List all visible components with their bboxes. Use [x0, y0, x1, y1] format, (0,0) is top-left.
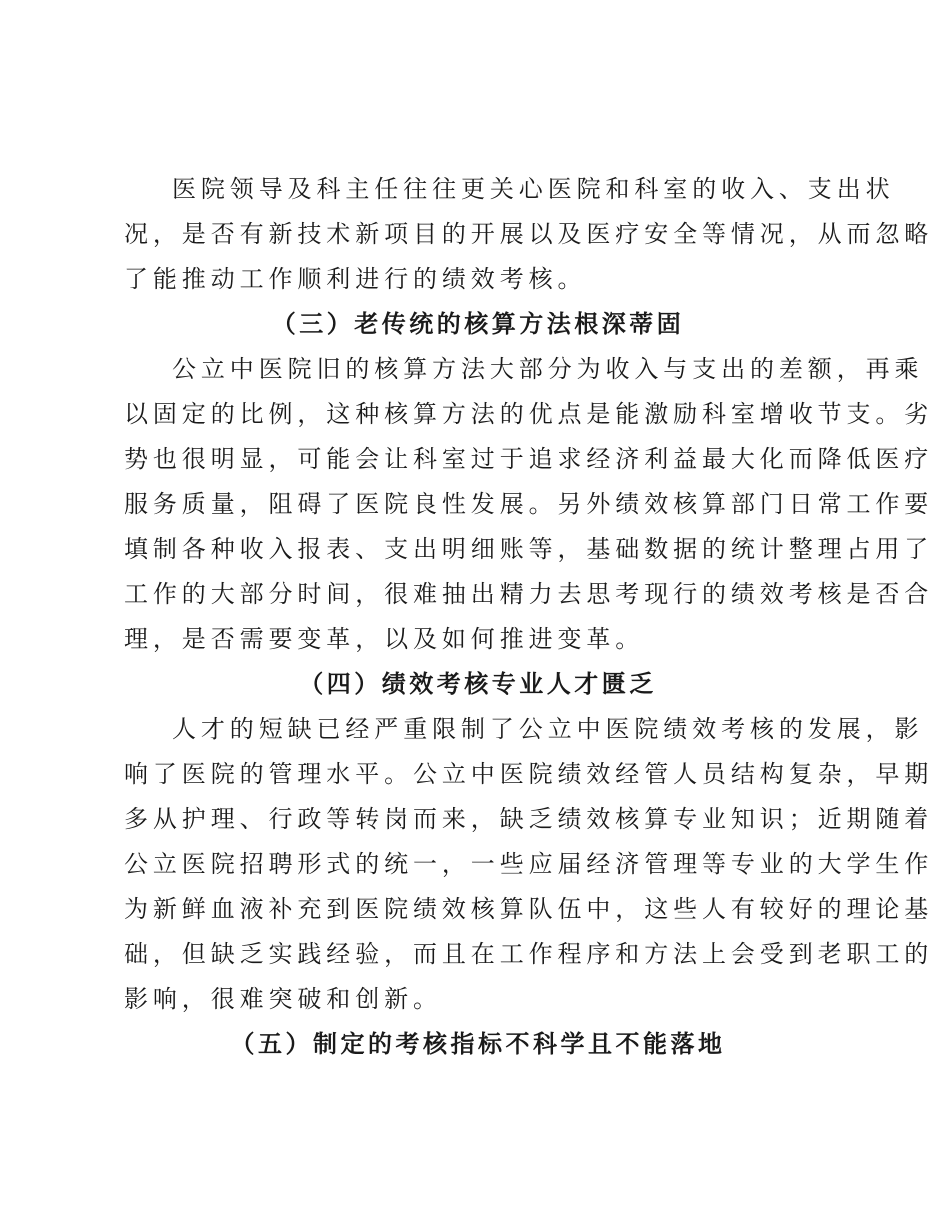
section-heading-3: （三）老传统的核算方法根深蒂固 — [271, 309, 685, 338]
paragraph-line: 势也很明显，可能会让科室过于追求经济利益最大化而降低医疗 — [124, 445, 934, 473]
paragraph-line: 服务质量，阻碍了医院良性发展。另外绩效核算部门日常工作要 — [124, 490, 934, 518]
paragraph-line: 公立中医院旧的核算方法大部分为收入与支出的差额，再乘 — [172, 355, 924, 383]
paragraph-line: 响了医院的管理水平。公立中医院绩效经管人员结构复杂，早期 — [124, 760, 934, 788]
paragraph-line: 础，但缺乏实践经验，而且在工作程序和方法上会受到老职工的 — [124, 940, 934, 968]
paragraph-line: 填制各种收入报表、支出明细账等，基础数据的统计整理占用了 — [124, 535, 934, 563]
paragraph-line: 理，是否需要变革，以及如何推进变革。 — [124, 625, 645, 653]
paragraph-line: 为新鲜血液补充到医院绩效核算队伍中，这些人有较好的理论基 — [124, 895, 934, 923]
paragraph-line: 公立医院招聘形式的统一，一些应届经济管理等专业的大学生作 — [124, 850, 934, 878]
paragraph-line: 了能推动工作顺利进行的绩效考核。 — [124, 265, 587, 293]
paragraph-line: 影响，很难突破和创新。 — [124, 985, 442, 1013]
section-heading-4: （四）绩效考核专业人才匮乏 — [299, 669, 657, 698]
paragraph-line: 医院领导及科主任往往更关心医院和科室的收入、支出状 — [172, 175, 895, 203]
paragraph-line: 人才的短缺已经严重限制了公立中医院绩效考核的发展，影 — [172, 715, 924, 743]
paragraph-line: 工作的大部分时间，很难抽出精力去思考现行的绩效考核是否合 — [124, 580, 934, 608]
paragraph-line: 况，是否有新技术新项目的开展以及医疗安全等情况，从而忽略 — [124, 220, 934, 248]
paragraph-line: 以固定的比例，这种核算方法的优点是能激励科室增收节支。劣 — [124, 400, 934, 428]
section-heading-5: （五）制定的考核指标不科学且不能落地 — [230, 1029, 726, 1058]
paragraph-line: 多从护理、行政等转岗而来，缺乏绩效核算专业知识；近期随着 — [124, 805, 934, 833]
